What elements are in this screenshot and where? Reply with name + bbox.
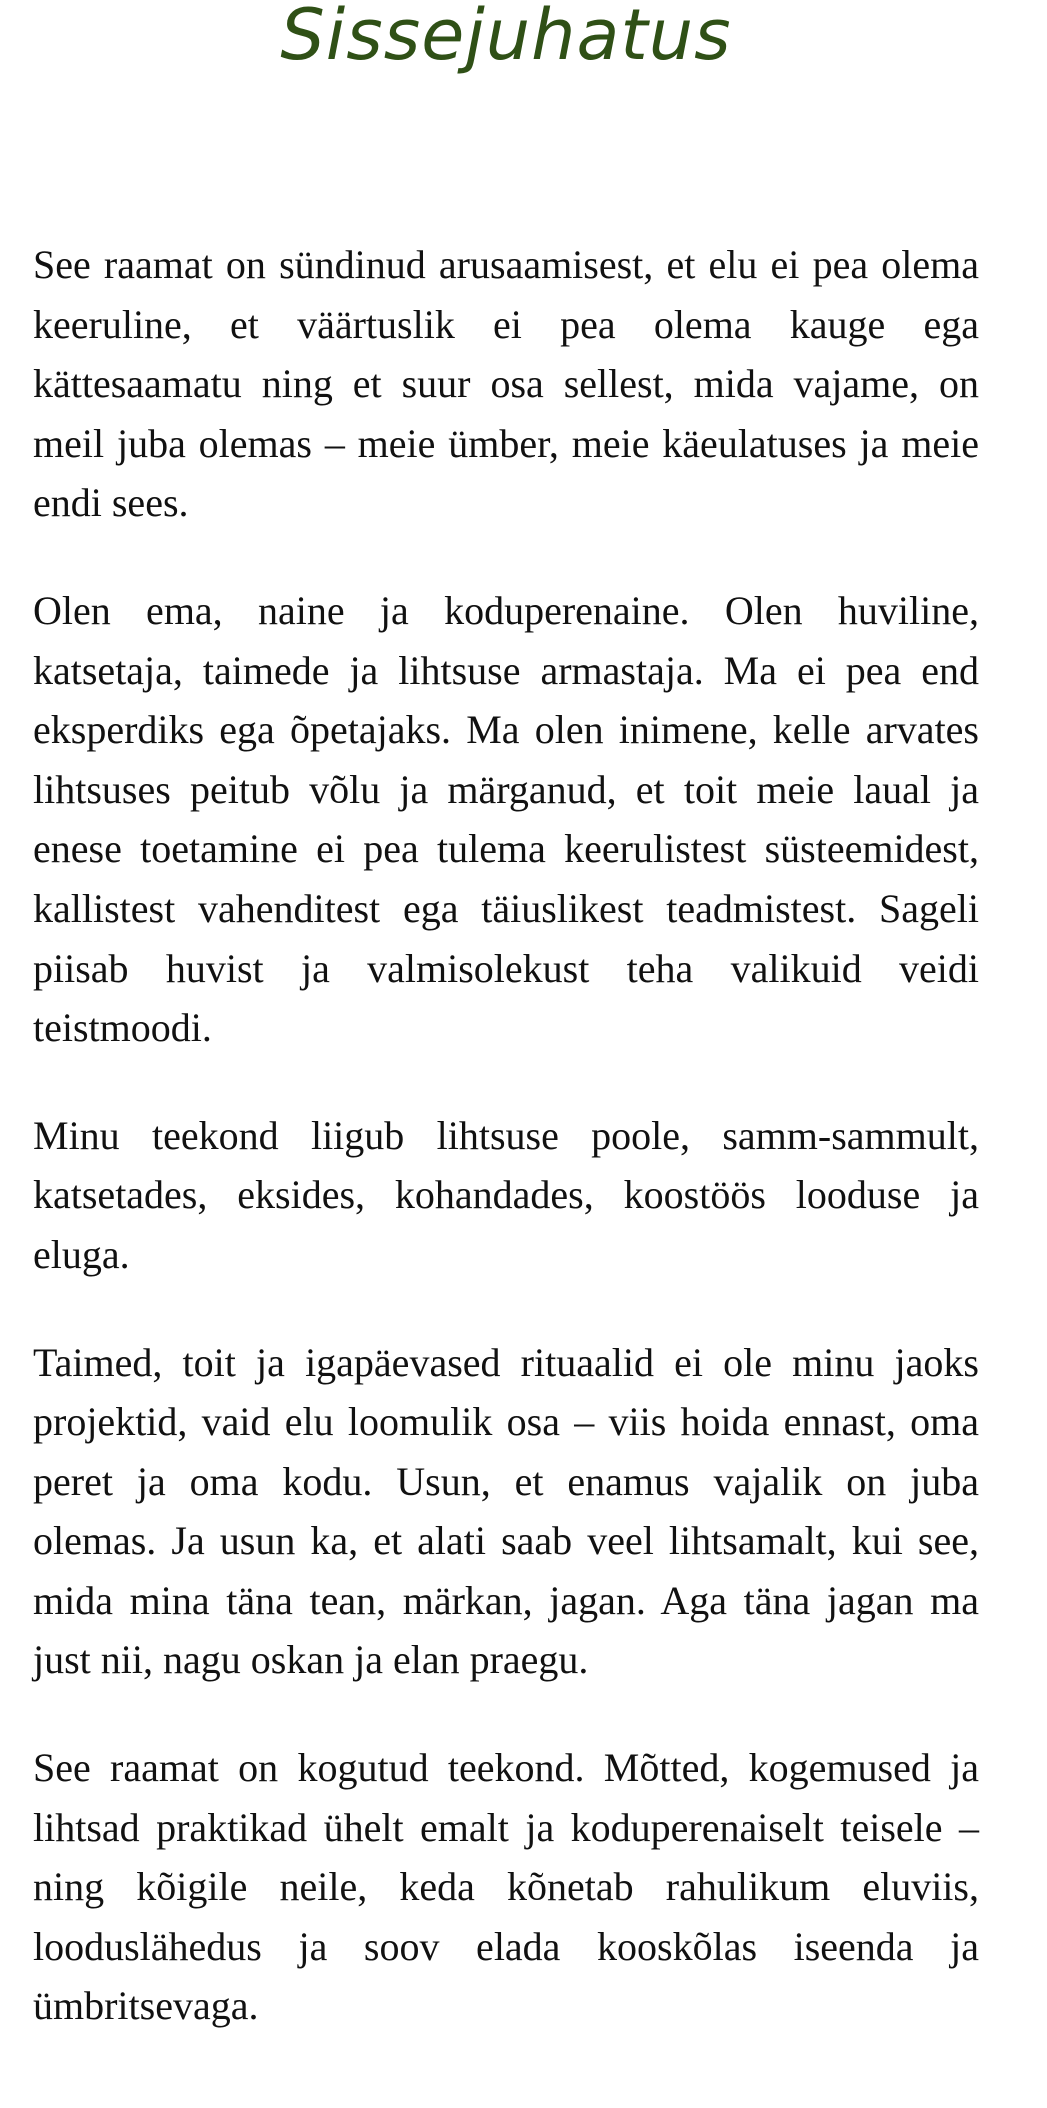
- paragraph: See raamat on sündinud arusaamisest, et elu ei pea olema keeruline, et väärtuslik ei pea olema kauge ega kättesaamatu ning et suur osa sellest, mida vajame, on meil juba olemas – meie ümber, meie käeulatuses ja meie endi sees.: [33, 242, 979, 526]
- paragraph: Minu teekond liigub lihtsuse poole, samm-sammult, katsetades, eksides, kohandades, koostöös looduse ja eluga.: [33, 1112, 979, 1277]
- chapter-title: Sissejuhatus: [280, 0, 732, 76]
- paragraph: Olen ema, naine ja koduperenaine. Olen huviline, katsetaja, taimede ja lihtsuse armastaja. Ma ei pea end eksperdiks ega õpetajaks. Ma olen inimene, kelle arvates lihtsuses peitub võlu ja märganud, et toit meie laual ja enese toetamine ei pea tulema keerulistest süsteemidest, kallistest vahenditest ega täiuslikest teadmistest. Sageli piisab huvist ja valmisolekust teha valikuid veidi teistmoodi.: [33, 587, 979, 1051]
- document-page: [33, 0, 979, 2084]
- paragraph: See raamat on kogutud teekond. Mõtted, kogemused ja lihtsad praktikad ühelt emalt ja koduperenaiselt teisele – ning kõigile neile, keda kõnetab rahulikum eluviis, looduslähedus ja soov elada kooskõlas iseenda ja ümbritsevaga.: [33, 1745, 979, 2029]
- paragraph: Taimed, toit ja igapäevased rituaalid ei ole minu jaoks projektid, vaid elu loomulik osa – viis hoida ennast, oma peret ja oma kodu. Usun, et enamus vajalik on juba olemas. Ja usun ka, et alati saab veel lihtsamalt, kui see, mida mina täna tean, märkan, jagan. Aga täna jagan ma just nii, nagu oskan ja elan praegu.: [33, 1339, 979, 1683]
- chapter-body: [33, 235, 979, 2036]
